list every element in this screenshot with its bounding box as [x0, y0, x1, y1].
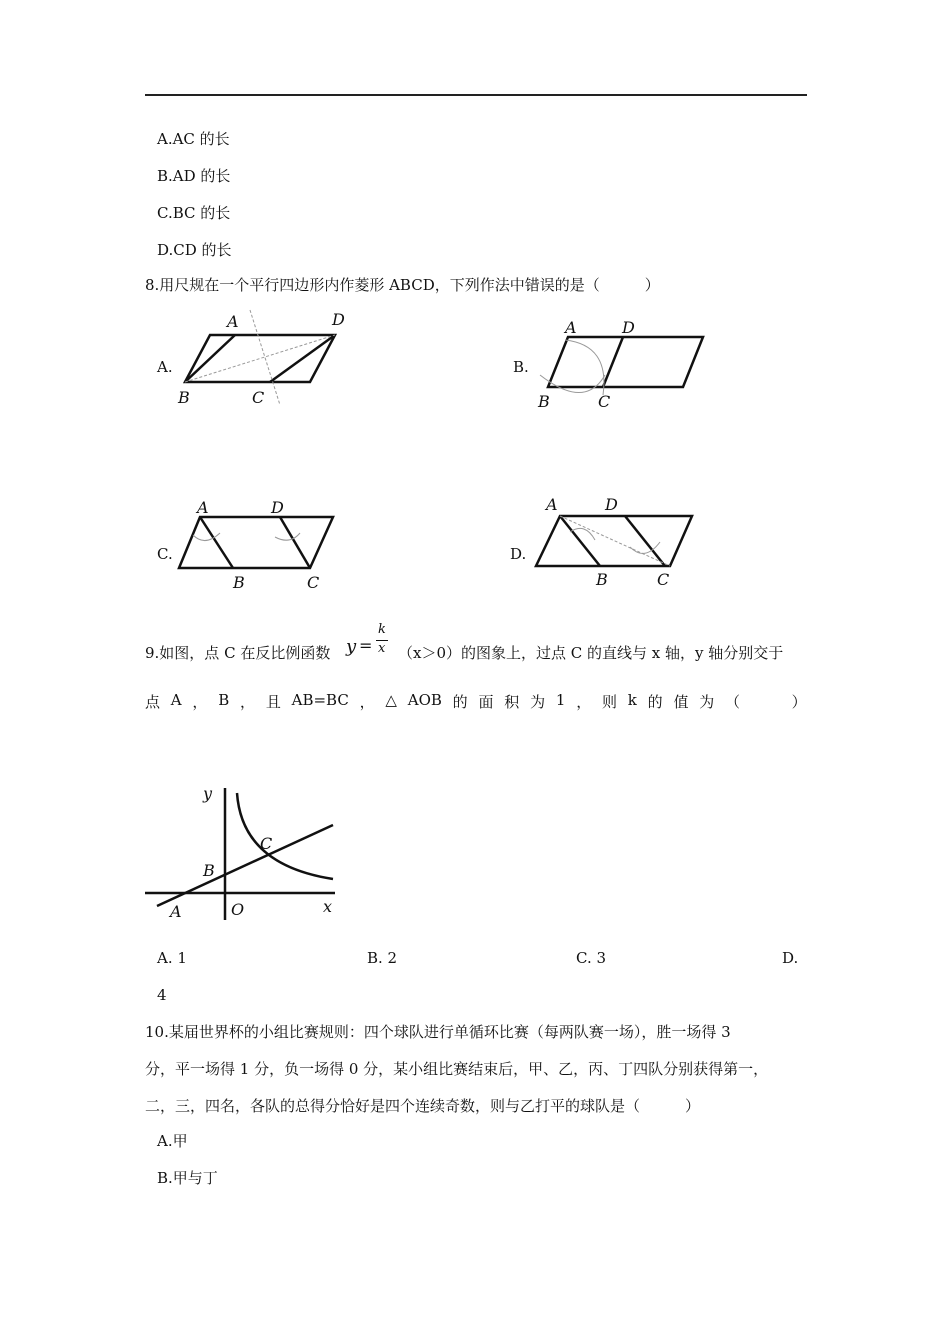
- q8a-label-c: C: [252, 388, 265, 407]
- q9-label-x: x: [323, 897, 333, 916]
- q9-stem-part1: 9.如图，点 C 在反比例函数: [145, 644, 331, 662]
- q10-line2: 分，平一场得 1 分，负一场得 0 分，某小组比赛结束后，甲、乙，丙、丁四队分别获得第一，: [145, 1060, 769, 1078]
- q8c-label-b: B: [233, 573, 245, 592]
- q10-line1: 10.某届世界杯的小组比赛规则：四个球队进行单循环比赛（每两队赛一场），胜一场得 3: [145, 1023, 731, 1041]
- q10-option-b: B.甲与丁: [157, 1169, 218, 1187]
- q9-w15: ，: [576, 693, 592, 711]
- q9-w5: 且: [265, 693, 281, 711]
- q9-label-o: O: [231, 900, 245, 919]
- q9-option-d-value: 4: [157, 986, 167, 1004]
- q9-w9: AOB: [407, 691, 442, 709]
- q9-w3: B: [218, 691, 230, 709]
- q9-formula-eq: =: [359, 636, 373, 655]
- q9-w4: ，: [240, 693, 256, 711]
- q9-formula-x: x: [378, 641, 386, 656]
- q9-label-y: y: [203, 784, 213, 803]
- q8a-label-d: D: [332, 310, 345, 329]
- q8c-label-a: A: [197, 498, 209, 517]
- q7-option-c: C.BC 的长: [157, 204, 231, 222]
- q9-w14: 1: [555, 691, 566, 709]
- q8-figure-a: [175, 305, 365, 410]
- q8-option-b-label: B.: [513, 358, 529, 376]
- q9-w1: A: [170, 691, 182, 709]
- q9-w2: ，: [192, 693, 208, 711]
- q9-w17: k: [627, 691, 637, 709]
- q9-formula-k: k: [378, 622, 386, 637]
- q8-option-c-label: C.: [157, 545, 173, 563]
- q9-label-a: A: [170, 902, 182, 921]
- q8c-label-c: C: [307, 573, 320, 592]
- q8b-label-a: A: [565, 318, 577, 337]
- q9-option-d: D.: [782, 949, 799, 967]
- q8d-label-a: A: [546, 495, 558, 514]
- q9-w21: （: [725, 693, 741, 711]
- q9-w8: △: [385, 691, 397, 709]
- q9-w20: 为: [699, 693, 715, 711]
- q9-stem-part2: （x＞0）的图象上，过点 C 的直线与 x 轴，y 轴分别交于: [398, 644, 784, 662]
- q8c-label-d: D: [271, 498, 284, 517]
- q7-option-b: B.AD 的长: [157, 167, 231, 185]
- q9-label-c: C: [260, 834, 273, 853]
- q9-w0: 点: [145, 693, 161, 711]
- q9-stem-line2: [145, 691, 807, 712]
- q9-w23: ）: [791, 693, 807, 711]
- q8d-label-c: C: [657, 570, 670, 589]
- q9-w19: 值: [673, 693, 689, 711]
- q8b-label-b: B: [538, 392, 550, 411]
- header-rule: [145, 94, 807, 96]
- q8-stem: 8.用尺规在一个平行四边形内作菱形 ABCD，下列作法中错误的是（ ）: [145, 276, 660, 294]
- q8b-label-c: C: [598, 392, 611, 411]
- q8-option-d-label: D.: [510, 545, 527, 563]
- q9-w12: 积: [504, 693, 520, 711]
- q9-option-c: C. 3: [576, 949, 607, 967]
- q9-w13: 为: [530, 693, 546, 711]
- q9-w22: [751, 691, 781, 712]
- q8-option-a-label: A.: [157, 358, 173, 376]
- q7-option-a: A.AC 的长: [157, 130, 230, 148]
- q7-option-d: D.CD 的长: [157, 241, 232, 259]
- q8-figure-b: [535, 315, 710, 415]
- q8b-label-d: D: [622, 318, 635, 337]
- q9-option-a: A. 1: [157, 949, 187, 967]
- q9-w11: 面: [478, 693, 494, 711]
- q9-option-b: B. 2: [367, 949, 398, 967]
- q8-figure-c: [175, 495, 345, 595]
- q9-w18: 的: [647, 693, 663, 711]
- q10-option-a: A.甲: [157, 1132, 188, 1150]
- q9-label-b: B: [203, 861, 215, 880]
- q8a-label-b: B: [178, 388, 190, 407]
- q10-line3: 二，三，四名，各队的总得分恰好是四个连续奇数，则与乙打平的球队是（ ）: [145, 1097, 701, 1115]
- q8-figure-d: [530, 492, 700, 592]
- q9-w7: ，: [359, 693, 375, 711]
- q9-figure: [145, 785, 345, 925]
- q8d-label-b: B: [596, 570, 608, 589]
- q9-w10: 的: [452, 693, 468, 711]
- q8a-label-a: A: [227, 312, 239, 331]
- q8d-label-d: D: [605, 495, 618, 514]
- q9-w16: 则: [601, 693, 617, 711]
- q9-w6: AB=BC: [291, 691, 349, 709]
- q9-formula-y: y: [346, 636, 357, 657]
